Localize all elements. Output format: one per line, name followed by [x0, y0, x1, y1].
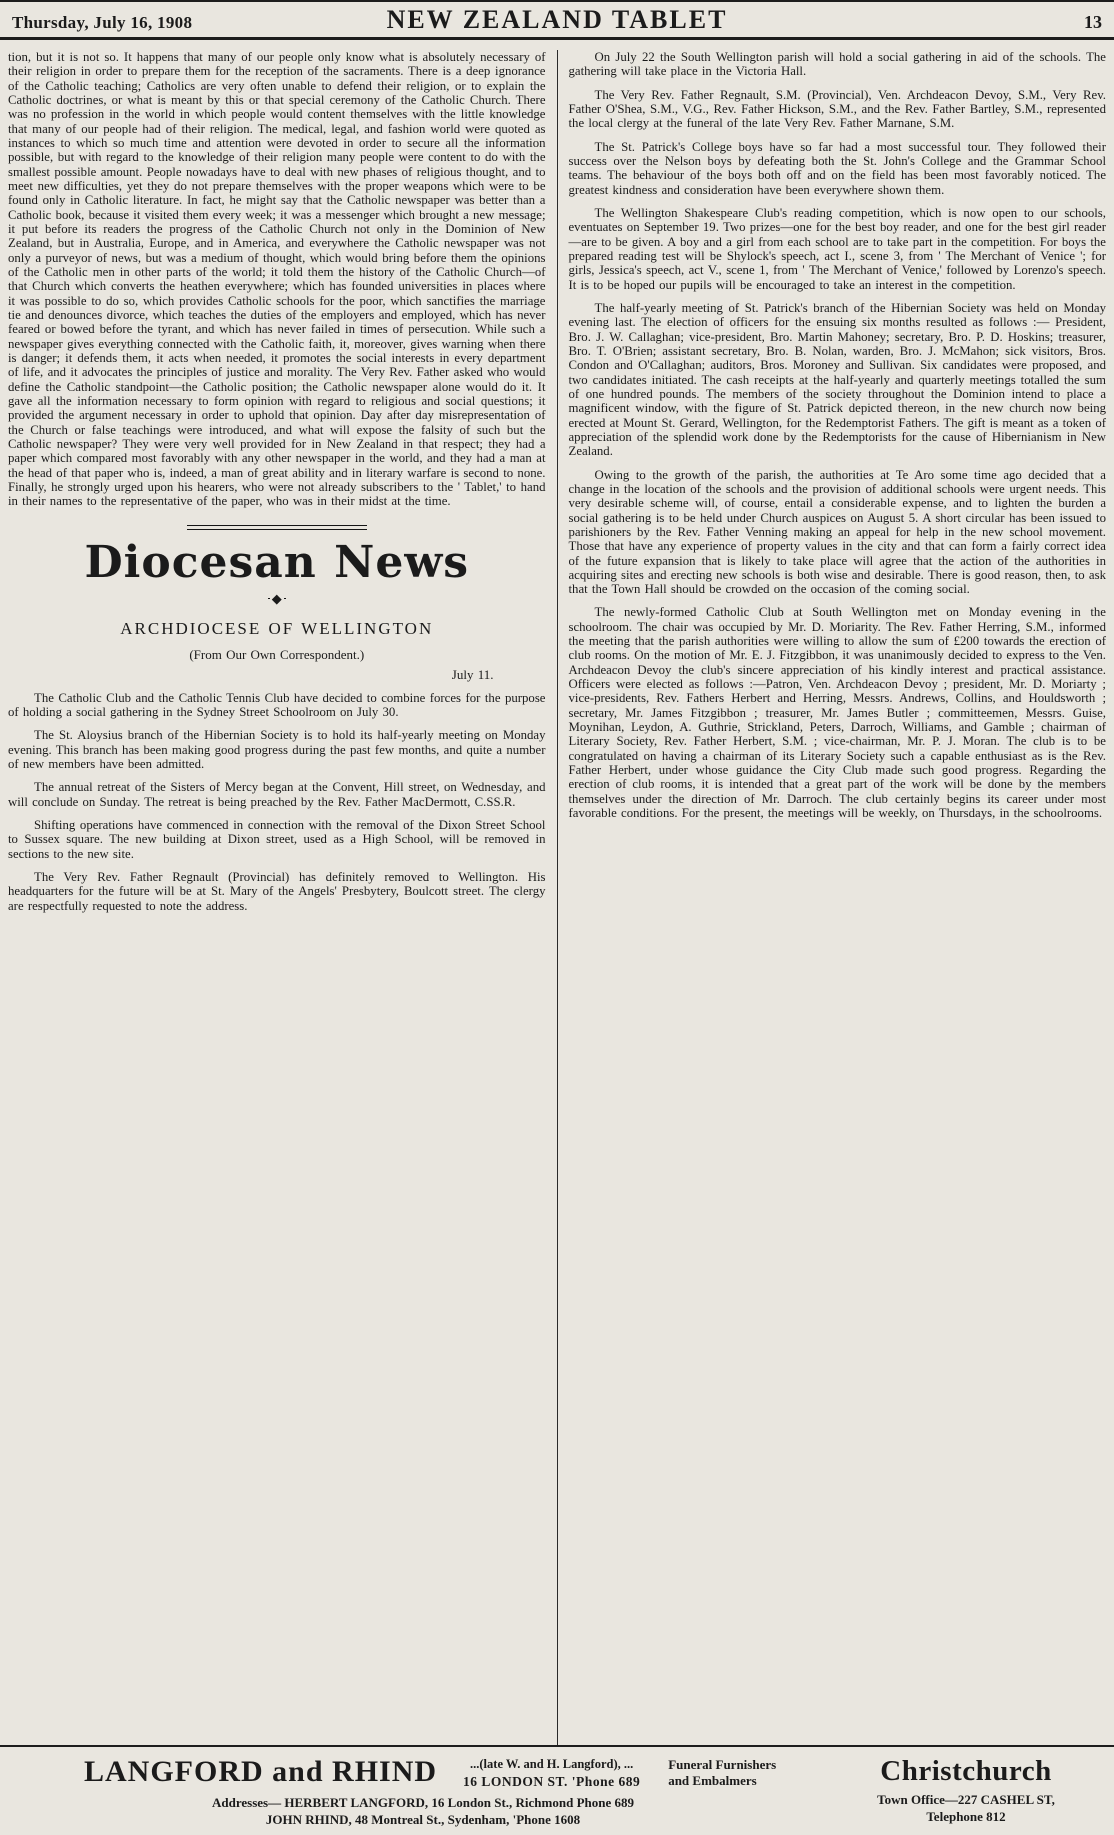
- ad-telephone: Telephone 812: [926, 1809, 1006, 1825]
- article-paragraph: The Wellington Shakespeare Club's reading competition, which is now open to our schools, eventuates on September 19. Two prizes—one for the best boy reader, and one for the best girl reader—are to be given. A boy and a girl from each school are to take part in the competition. For boys the prepared reading test will be Shylock's speech, act I., scene 3, from ' The Merchant of Venice '; for girls, Jessica's speech, act V., scene 1, from ' The Merchant of Venice,' followed by Lorenzo's speech. It is to be hoped our pupils will be encouraged to take an interest in the competition.: [568, 205, 1106, 292]
- ad-town-office: [832, 1791, 1100, 1826]
- article-paragraph: The newly-formed Catholic Club at South Wellington met on Monday evening in the schoolroom. The chair was occupied by Mr. D. Moriarity. The Rev. Father Herring, S.M., informed the meeting that the parish authorities were willing to allow the sum of £200 towards the erection of club rooms. On the motion of Mr. E. J. Fitzgibbon, it was unanimously decided to express to the Ven. Archdeacon Devoy the club's sincere appreciation of his kindly interest and practical assistance. Officers were elected as follows :—Patron, Ven. Archdeacon Devoy ; president, Mr. D. Moriarty ; vice-presidents, Rev. Fathers Herbert and Herring, Messrs. Andrews, Collins, and Houldsworth ; secretary, Mr. James Fitzgibbon ; treasurer, Mr. James Butler ; committeemen, Messrs. Guise, Moynihan, Leydon, A. Guthrie, Strickland, Peters, Darroch, Williams, and Gamble ; chairman of Literary Society, Rev. Father Herbert, S.M. ; vice-chairman, Mr. P. J. Moran. The club is to be congratulated on having a chairman of its Literary Society such a capable enthusiast as is the Rev. Father Herbert, under whose guidance the City Club made such good progress. Regarding the erection of club rooms, it is intended that a great part of the work will be done by the members themselves under the direction of Mr. Darroch. The club certainly begins its career under most favorable conditions. For the present, the meetings will be weekly, on Thursdays, in the schoolrooms.: [568, 605, 1106, 821]
- correspondent-byline: (From Our Own Correspondent.): [189, 646, 365, 662]
- ad-services: Funeral Furnishers and Embalmers: [668, 1756, 777, 1789]
- ad-town-office-line: Town Office—227 CASHEL ST,: [877, 1791, 1055, 1807]
- section-heading: Diocesan News: [84, 536, 469, 588]
- article-paragraph: The St. Aloysius branch of the Hibernian Society is to hold its half-yearly meeting on Monday evening. This branch has been making good progress during the past few months, and quite a number of new members have been admitted.: [8, 728, 546, 772]
- article-paragraph: The Very Rev. Father Regnault (Provincial) has definitely removed to Wellington. His headquarters for the future will be at St. Mary of the Angels' Presbytery, Boulcott street. The clergy are respectfully requested to note the address.: [8, 870, 546, 913]
- ad-address-line-1: Addresses— HERBERT LANGFORD, 16 London St., Richmond Phone 689: [212, 1794, 634, 1810]
- article-paragraph: On July 22 the South Wellington parish will hold a social gathering in aid of the schools. The gathering will take place in the Victoria Hall.: [568, 50, 1106, 79]
- paper-title: NEW ZEALAND TABLET: [386, 5, 728, 34]
- left-column: [8, 50, 546, 1745]
- article-paragraph: The St. Patrick's College boys have so far had a most successful tour. They followed their success over the Nelson boys by defeating both the St. John's College and the Grammar School teams. The behaviour of the boys both off and on the field has been most favorably noticed. The greatest kindness and consideration have been everywhere shown them.: [568, 139, 1106, 197]
- ad-late-line: ...(late W. and H. Langford), ...: [470, 1756, 634, 1771]
- page-number: 13: [1084, 12, 1102, 32]
- article-paragraph: The Very Rev. Father Regnault, S.M. (Provincial), Ven. Archdeacon Devoy, S.M., Very Rev. Father O'Shea, S.M., V.G., Rev. Father Hickson, S.M., and the Rev. Father Bartley, S.M., represented the local clergy at the funeral of the late Very Rev. Father Marnane, S.M.: [568, 87, 1106, 131]
- article-paragraph: tion, but it is not so. It happens that many of our people only know what is absolutely necessary of their religion in order to prepare them for the reception of the sacraments. There is a deep ignorance of the Catholic teaching; Catholics are very often unable to defend their religion, or to explain the Catholic doctrines, or what is meant by this or that special ceremony of the Catholic Church. There was no profession in the world in which people would content themselves with the little knowledge that many of our people had of their religion. The medical, legal, and fashion world were quoted as instances to which so much time and attention were devoted in order to secure all the information possible, but with regard to the knowledge of their religion many people were content to do with the smallest possible amount. People nowadays have to deal with new phases of religious thought, and to meet new difficulties, yet they do not prepare themselves with the proper weapons which were to be found only in Catholic literature. In fact, he might say that the Catholic newspaper was better than a Catholic book, because it visited them every week; it was a messenger which brought a new message; it put before its readers the progress of the Catholic Church not only in the Dominion of New Zealand, but in Australia, Europe, and in America, and everywhere the Catholic newspaper was not only a purveyor of news, but was a medium of thought, which would bring before them the opinions of the Catholic men in other parts of the world; it told them the history of the Catholic Church—of that Church which converts the heathen everywhere; which has founded universities in places where it was possible to do so, which provides Catholic schools for the poor, which sanctifies the marriage tie and denounces divorce, which teaches the duties of the employers and employed, which has never feared or bowed before the tyrant, and which has never failed in times of persecution. While such a newspaper gives everything connected with the Catholic faith, it, moreover, gives warning when there is danger; it defends them, it acts when needed, it promotes the social interests in every department of life, and it advocates the principles of justice and morality. The Very Rev. Father asked who would define the Catholic standpoint—the Catholic position; the Catholic newspaper alone would do it. It gave all the information necessary to form opinion with regard to religious and social questions; it provided the argument necessary in order to uphold that opinion. Day after day misrepresentation of the Church or false teachings were introduced, and what will expose the falsity of such but the Catholic newspaper? They were very well provided for in New Zealand in that respect; they had a paper which compared most favorably with any other newspaper in the world, and they had a man at the head of that paper who is, indeed, a man of great ability and in literary warfare is second to none. Finally, he strongly urged upon his hearers, who were not already subscribers to the ' Tablet,' to hand in their names to the representative of the paper, who was in their midst at the time.: [8, 50, 546, 509]
- ad-left-block: [14, 1755, 832, 1829]
- ad-middle-block: [463, 1757, 640, 1790]
- diamond-divider-icon: [8, 592, 546, 605]
- page-body: [0, 40, 1114, 1745]
- article-paragraph: The annual retreat of the Sisters of Mercy began at the Convent, Hill street, on Wednesday, and will conclude on Sunday. The retreat is being preached by the Rev. Father MacDermott, C.SS.R.: [8, 780, 546, 809]
- ad-city: Christchurch: [880, 1754, 1052, 1787]
- advertiser-name: LANGFORD and RHIND: [84, 1754, 438, 1788]
- ad-address-line-2: JOHN RHIND, 48 Montreal St., Sydenham, 'Phone 1608: [265, 1812, 581, 1828]
- column-rule: [557, 50, 558, 1745]
- right-column: [569, 50, 1107, 1745]
- ad-top-row: [14, 1755, 832, 1790]
- article-paragraph: Owing to the growth of the parish, the authorities at Te Aro some time ago decided that a change in the location of the schools and the provision of additional schools were urgent needs. This very desirable scheme will, of course, entail a considerable expense, and to lighten the burden a social gathering is to be held under Church auspices on August 5. A short circular has been issued to parishioners by the Rev. Father Venning making an appeal for help in the new school movement. Those that have any experience of property values in the city and that can form a fairly correct idea of the future expansion that is likely to take place will agree that the action of the authorities in acquiring sites and erecting new schools is both wise and desirable. There is good reason, then, to ask that the Town Hall should be crowded on the occasion of the coming social.: [568, 467, 1106, 597]
- diamond-icon: ◆: [271, 590, 282, 606]
- ad-addresses: [14, 1794, 832, 1829]
- ad-right-block: [832, 1755, 1100, 1829]
- section-divider: [187, 525, 367, 530]
- article-paragraph: Shifting operations have commenced in connection with the removal of the Dixon Street School to Sussex square. The new building at Dixon street, used as a High School, will be removed in sections to the new site.: [8, 818, 546, 861]
- dateline: July 11.: [451, 667, 494, 683]
- article-paragraph: The Catholic Club and the Catholic Tennis Club have decided to combine forces for the purpose of holding a social gathering in the Sydney Street Schoolroom on July 30.: [8, 690, 546, 720]
- article-paragraph: The half-yearly meeting of St. Patrick's branch of the Hibernian Society was held on Monday evening last. The election of officers for the ensuing six months resulted as follows :— President, Bro. J. W. Callaghan; vice-president, Bro. Martin Mahoney; secretary, Bro. P. D. Hoskins; treasurer, Bro. T. O'Brien; assistant secretary, Bro. B. Nolan, warden, Bro. J. McMahon; sick visitors, Bros. Condon and O'Callaghan; auditors, Bros. Moroney and Sullivan. Six candidates were proposed, and two candidates initiated. The cash receipts at the half-yearly and quarterly meetings totalled the sum of one hundred pounds. The members of the society throughout the Dominion intend to place a magnificent window, with the figure of St. Patrick depicted thereon, in the new church now being erected at Mount St. Gerard, Wellington, for the Redemptorist Fathers. The gift is meant as a token of appreciation of the splendid work done by the Redemptorists for the cause of Hibernianism in New Zealand.: [568, 300, 1106, 459]
- masthead: [0, 0, 1114, 40]
- section-subheading: ARCHDIOCESE OF WELLINGTON: [120, 618, 434, 638]
- issue-date: Thursday, July 16, 1908: [12, 13, 193, 32]
- divider-line: [284, 598, 286, 599]
- ad-street-line: 16 LONDON ST. 'Phone 689: [463, 1773, 641, 1789]
- footer-advertisement: [0, 1745, 1114, 1835]
